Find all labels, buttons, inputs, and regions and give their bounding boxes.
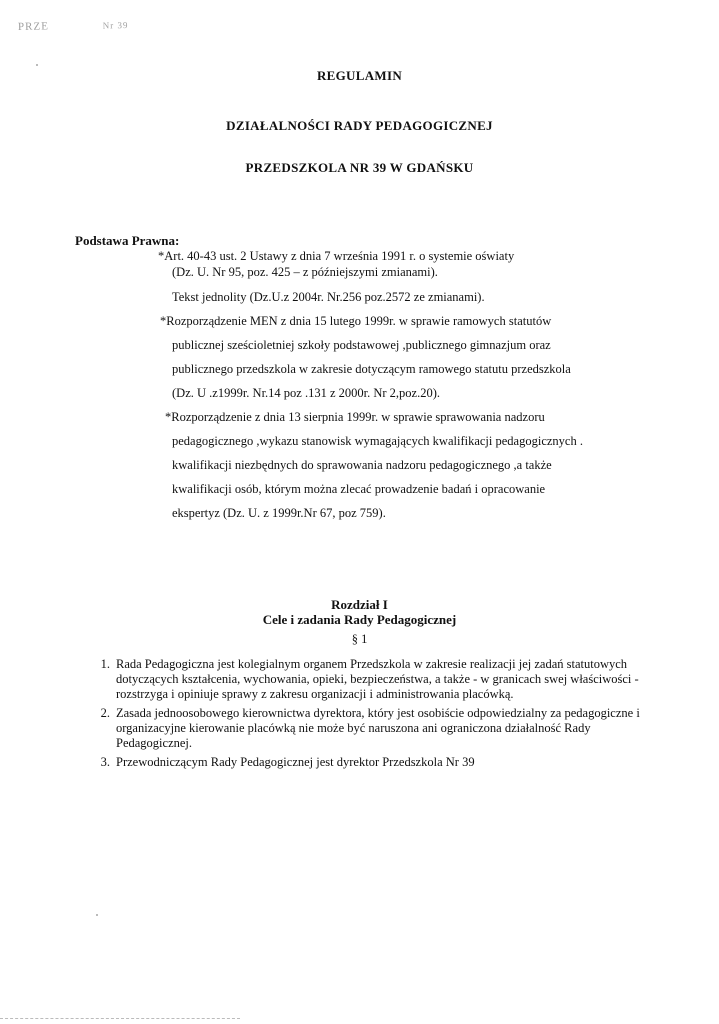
- legal-basis-line: kwalifikacji osób, którym można zlecać prowadzenie badań i opracowanie: [172, 482, 546, 496]
- list-item: [84, 755, 664, 770]
- legal-basis-line: (Dz. U. Nr 95, poz. 425 – z późniejszymi zmianami).: [172, 265, 438, 279]
- stamp-number: Nr 39: [102, 20, 129, 31]
- list-item: [84, 706, 664, 751]
- point-text: Zasada jednoosobowego kierownictwa dyrektora, który jest osobiście odpowiedzialny za pedagogiczne i organizacyjne kierowanie placówką nie może być naruszona ani ograniczona działalność Rady Pedagogicznej.: [116, 706, 640, 750]
- document-subtitle: DZIAŁALNOŚCI RADY PEDAGOGICZNEJ: [226, 118, 493, 133]
- legal-basis-line: *Art. 40-43 ust. 2 Ustawy z dnia 7 września 1991 r. o systemie oświaty: [158, 249, 515, 263]
- scan-speck: [36, 64, 38, 66]
- point-number: 2.: [100, 706, 110, 720]
- chapter-number: Rozdział I: [331, 597, 388, 612]
- chapter-title: Cele i zadania Rady Pedagogicznej: [262, 612, 457, 627]
- legal-basis-line: publicznego przedszkola w zakresie dotyczącym ramowego statutu przedszkola: [172, 362, 571, 376]
- legal-basis-line: *Rozporządzenie z dnia 13 sierpnia 1999r. w sprawie sprawowania nadzoru: [165, 410, 545, 424]
- scan-edge-line: [0, 1018, 240, 1019]
- point-number: 1.: [100, 657, 110, 671]
- legal-basis-line: *Rozporządzenie MEN z dnia 15 lutego 1999r. w sprawie ramowych statutów: [160, 314, 552, 328]
- scan-speck: [96, 914, 98, 916]
- point-text: Rada Pedagogiczna jest kolegialnym organem Przedszkola w zakresie realizacji jej zadań statutowych dotyczących kształcenia, wychowania, opieki, bezpieczeństwa, a także - w granicach swej właściwości - rozstrzyga i opiniuje sprawy z zakresu organizacji i administrowania placówką.: [116, 657, 639, 701]
- point-text: Przewodniczącym Rady Pedagogicznej jest dyrektor Przedszkola Nr 39: [116, 755, 475, 769]
- point-number: 3.: [100, 755, 110, 769]
- legal-basis-line: Tekst jednolity (Dz.U.z 2004r. Nr.256 poz.2572 ze zmianami).: [172, 290, 485, 304]
- legal-basis-line: kwalifikacji niezbędnych do sprawowania nadzoru pedagogicznego ,a także: [172, 458, 552, 472]
- legal-basis-line: (Dz. U .z1999r. Nr.14 poz .131 z 2000r. Nr 2,poz.20).: [172, 386, 441, 400]
- legal-basis-label: Podstawa Prawna:: [75, 233, 180, 248]
- legal-basis-line: publicznej sześcioletniej szkoły podstawowej ,publicznego gimnazjum oraz: [172, 338, 551, 352]
- points-list: [84, 657, 664, 774]
- list-item: [84, 657, 664, 702]
- registration-stamp: [18, 19, 129, 33]
- school-name: PRZEDSZKOLA NR 39 W GDAŃSKU: [245, 160, 474, 175]
- legal-basis-line: ekspertyz (Dz. U. z 1999r.Nr 67, poz 759).: [172, 506, 386, 520]
- stamp-prefix: PRZE: [17, 20, 50, 33]
- legal-basis-line: pedagogicznego ,wykazu stanowisk wymagających kwalifikacji pedagogicznych .: [172, 434, 583, 448]
- document-title: REGULAMIN: [316, 68, 403, 83]
- section-sign: § 1: [351, 632, 368, 646]
